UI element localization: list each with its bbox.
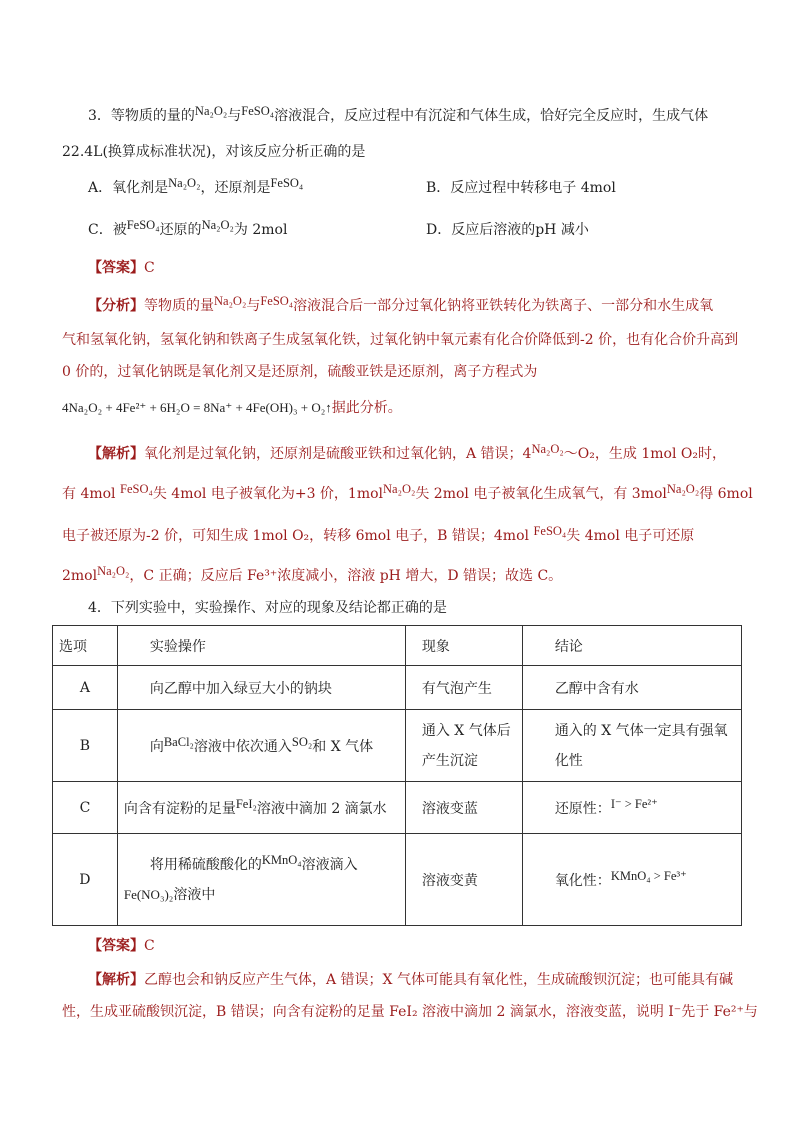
row-conclusion: 通入的 X 气体一定具有强氧化性 — [522, 710, 741, 782]
row-phenomenon: 溶液变蓝 — [405, 782, 522, 834]
row-option: A — [53, 666, 118, 710]
row-option: B — [53, 710, 118, 782]
q4-answer: 【答案】C — [88, 938, 155, 954]
q4-solution-line2: 性，生成亚硫酸钡沉淀，B 错误；向含有淀粉的足量 FeI₂ 溶液中滴加 2 滴氯水，溶液变蓝，说明 I⁻先于 Fe²⁺与 — [62, 1004, 758, 1020]
table-row — [53, 834, 742, 926]
q3-options-cd: C．被FeSO₄还原的Na₂O₂为 2mol D．反应后溶液的pH 减小 — [88, 218, 589, 238]
row-phenomenon: 溶液变黄 — [405, 834, 522, 926]
table-header-row — [53, 626, 742, 666]
option-a: A．氧化剂是 — [88, 180, 169, 196]
option-b: B．反应过程中转移电子 4mol — [426, 180, 616, 196]
q3-analysis-line2: 气和氢氧化钠，氢氧化钠和铁离子生成氢氧化铁，过氧化钠中氧元素有化合价降低到-2 价，也有化合价升高到 — [62, 332, 739, 348]
header-phenomenon: 现象 — [405, 626, 522, 666]
option-d: D．反应后溶液的pH 减小 — [426, 222, 589, 238]
q3-stem-line1: 3．等物质的量的Na₂O₂与FeSO₄溶液混合，反应过程中有沉淀和气体生成，恰好完全反应时，生成气体 — [88, 104, 709, 124]
table-row — [53, 710, 742, 782]
q3-solution-line1: 【解析】氧化剂是过氧化钠，还原剂是硫酸亚铁和过氧化钠，A 错误；4Na₂O₂～O₂，生成 1mol O₂时， — [88, 442, 726, 462]
q3-analysis-line1: 【分析】等物质的量Na₂O₂与FeSO₄溶液混合后一部分过氧化钠将亚铁转化为铁离子、一部分和水生成氧 — [88, 294, 714, 314]
row-option: D — [53, 834, 118, 926]
q3-equation: 4Na₂O₂ + 4Fe²⁺ + 6H₂O = 8Na⁺ + 4Fe(OH)₃ + O₂↑据此分析。 — [62, 400, 402, 416]
q3-answer: 【答案】C — [88, 260, 155, 276]
q4-solution-line1: 【解析】乙醇也会和钠反应产生气体，A 错误；X 气体可能具有氧化性，生成硫酸钡沉淀；也可能具有碱 — [88, 972, 733, 988]
header-operation: 实验操作 — [117, 626, 405, 666]
row-conclusion: 氧化性：KMnO₄ > Fe³⁺ — [522, 834, 741, 926]
q3-options-ab: A．氧化剂是Na₂O₂，还原剂是FeSO₄ B．反应过程中转移电子 4mol — [88, 176, 616, 196]
table-row — [53, 782, 742, 834]
q4-stem: 4．下列实验中，实验操作、对应的现象及结论都正确的是 — [88, 600, 447, 616]
row-phenomenon: 通入 X 气体后产生沉淀 — [405, 710, 522, 782]
row-phenomenon: 有气泡产生 — [405, 666, 522, 710]
experiment-table — [52, 625, 742, 926]
row-operation: 将用稀硫酸酸化的KMnO₄溶液滴入 Fe(NO₃)₂溶液中 — [117, 834, 405, 926]
row-conclusion: 乙醇中含有水 — [522, 666, 741, 710]
header-option: 选项 — [53, 626, 118, 666]
table-row — [53, 666, 742, 710]
q3-solution-line2: 有 4mol FeSO₄失 4mol 电子被氧化为+3 价，1molNa₂O₂失 2mol 电子被氧化生成氧气，有 3molNa₂O₂得 6mol — [62, 482, 753, 502]
row-operation: 向含有淀粉的足量FeI₂溶液中滴加 2 滴氯水 — [117, 782, 405, 834]
row-conclusion: 还原性：I⁻ > Fe²⁺ — [522, 782, 741, 834]
header-conclusion: 结论 — [522, 626, 741, 666]
row-operation: 向BaCl₂溶液中依次通入SO₂和 X 气体 — [117, 710, 405, 782]
row-operation: 向乙醇中加入绿豆大小的钠块 — [117, 666, 405, 710]
option-c: C．被 — [88, 222, 127, 238]
q3-solution-line4: 2molNa₂O₂，C 正确；反应后 Fe³⁺浓度减小，溶液 pH 增大，D 错误；故选 C。 — [62, 564, 563, 584]
q3-analysis-line3: 0 价的，过氧化钠既是氧化剂又是还原剂，硫酸亚铁是还原剂，离子方程式为 — [62, 364, 538, 380]
q3-stem-line2: 22.4L(换算成标准状况)，对该反应分析正确的是 — [62, 144, 366, 160]
q3-solution-line3: 电子被还原为-2 价，可知生成 1mol O₂，转移 6mol 电子，B 错误；4mol FeSO₄失 4mol 电子可还原 — [62, 524, 695, 544]
row-option: C — [53, 782, 118, 834]
